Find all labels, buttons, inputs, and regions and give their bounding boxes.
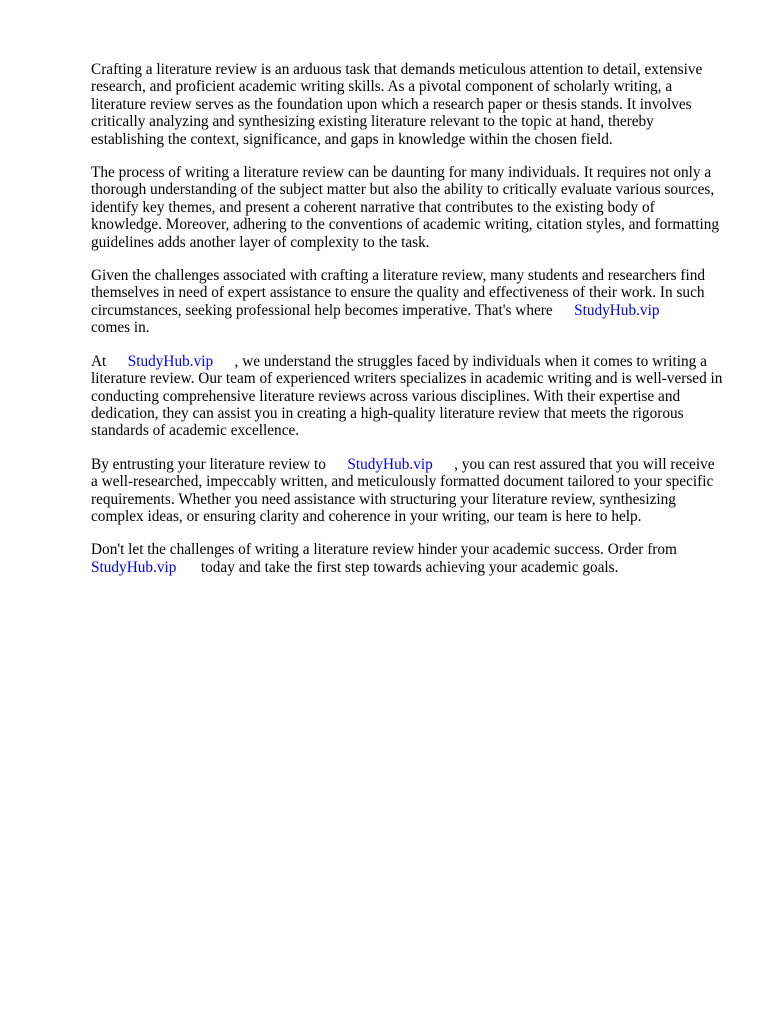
paragraph-challenges-text-after: comes in. bbox=[91, 319, 150, 337]
paragraph-entrust bbox=[91, 456, 723, 526]
studyhub-link[interactable]: StudyHub.vip bbox=[574, 301, 660, 319]
paragraph-about bbox=[91, 353, 723, 440]
paragraph-intro-text: Crafting a literature review is an arduous task that demands meticulous attention to detail, extensive research, and proficient academic writing skills. As a pivotal component of scholarly writing, a literature review serves as the foundation upon which a research paper or thesis stands. It involves critically analyzing and synthesizing existing literature relevant to the topic at hand, thereby establishing the context, significance, and gaps in knowledge within the chosen field. bbox=[91, 61, 703, 148]
document-page bbox=[91, 61, 723, 592]
paragraph-order-text-before: Don't let the challenges of writing a literature review hinder your academic success. Order from bbox=[91, 541, 677, 559]
paragraph-challenges bbox=[91, 267, 723, 337]
paragraph-entrust-text-before: By entrusting your literature review to bbox=[91, 455, 326, 473]
paragraph-order bbox=[91, 541, 723, 576]
studyhub-link[interactable]: StudyHub.vip bbox=[127, 352, 214, 370]
paragraph-about-text-before: At bbox=[91, 352, 107, 370]
studyhub-link[interactable]: StudyHub.vip bbox=[347, 455, 433, 473]
paragraph-process bbox=[91, 164, 723, 251]
paragraph-process-text: The process of writing a literature review can be daunting for many individuals. It requires not only a thorough understanding of the subject matter but also the ability to critically evaluate various sources, identify key themes, and present a coherent narrative that contributes to the existing body of knowledge. Moreover, adhering to the conventions of academic writing, citation styles, and formatting guidelines adds another layer of complexity to the task. bbox=[91, 164, 720, 251]
paragraph-about-text-after: , we understand the struggles faced by individuals when it comes to writing a literature review. Our team of experienced writers specializes in academic writing and is well-versed in conducting comprehensive literature reviews across various disciplines. With their expertise and dedication, they can assist you in creating a high-quality literature review that meets the rigorous standards of academic excellence. bbox=[91, 352, 723, 440]
paragraph-challenges-text-before: Given the challenges associated with crafting a literature review, many students and researchers find themselves in need of expert assistance to ensure the quality and effectiveness of their work. In such circumstances, seeking professional help becomes imperative. That's where bbox=[91, 267, 706, 319]
studyhub-link[interactable]: StudyHub.vip bbox=[91, 558, 177, 576]
paragraph-intro bbox=[91, 61, 723, 148]
paragraph-entrust-text-after: , you can rest assured that you will receive a well-researched, impeccably written, and meticulously formatted document tailored to your specific requirements. Whether you need assistance with structuring your literature review, synthesizing complex ideas, or ensuring clarity and coherence in your writing, our team is here to help. bbox=[91, 455, 715, 525]
paragraph-order-text-after: today and take the first step towards achieving your academic goals. bbox=[200, 558, 619, 576]
